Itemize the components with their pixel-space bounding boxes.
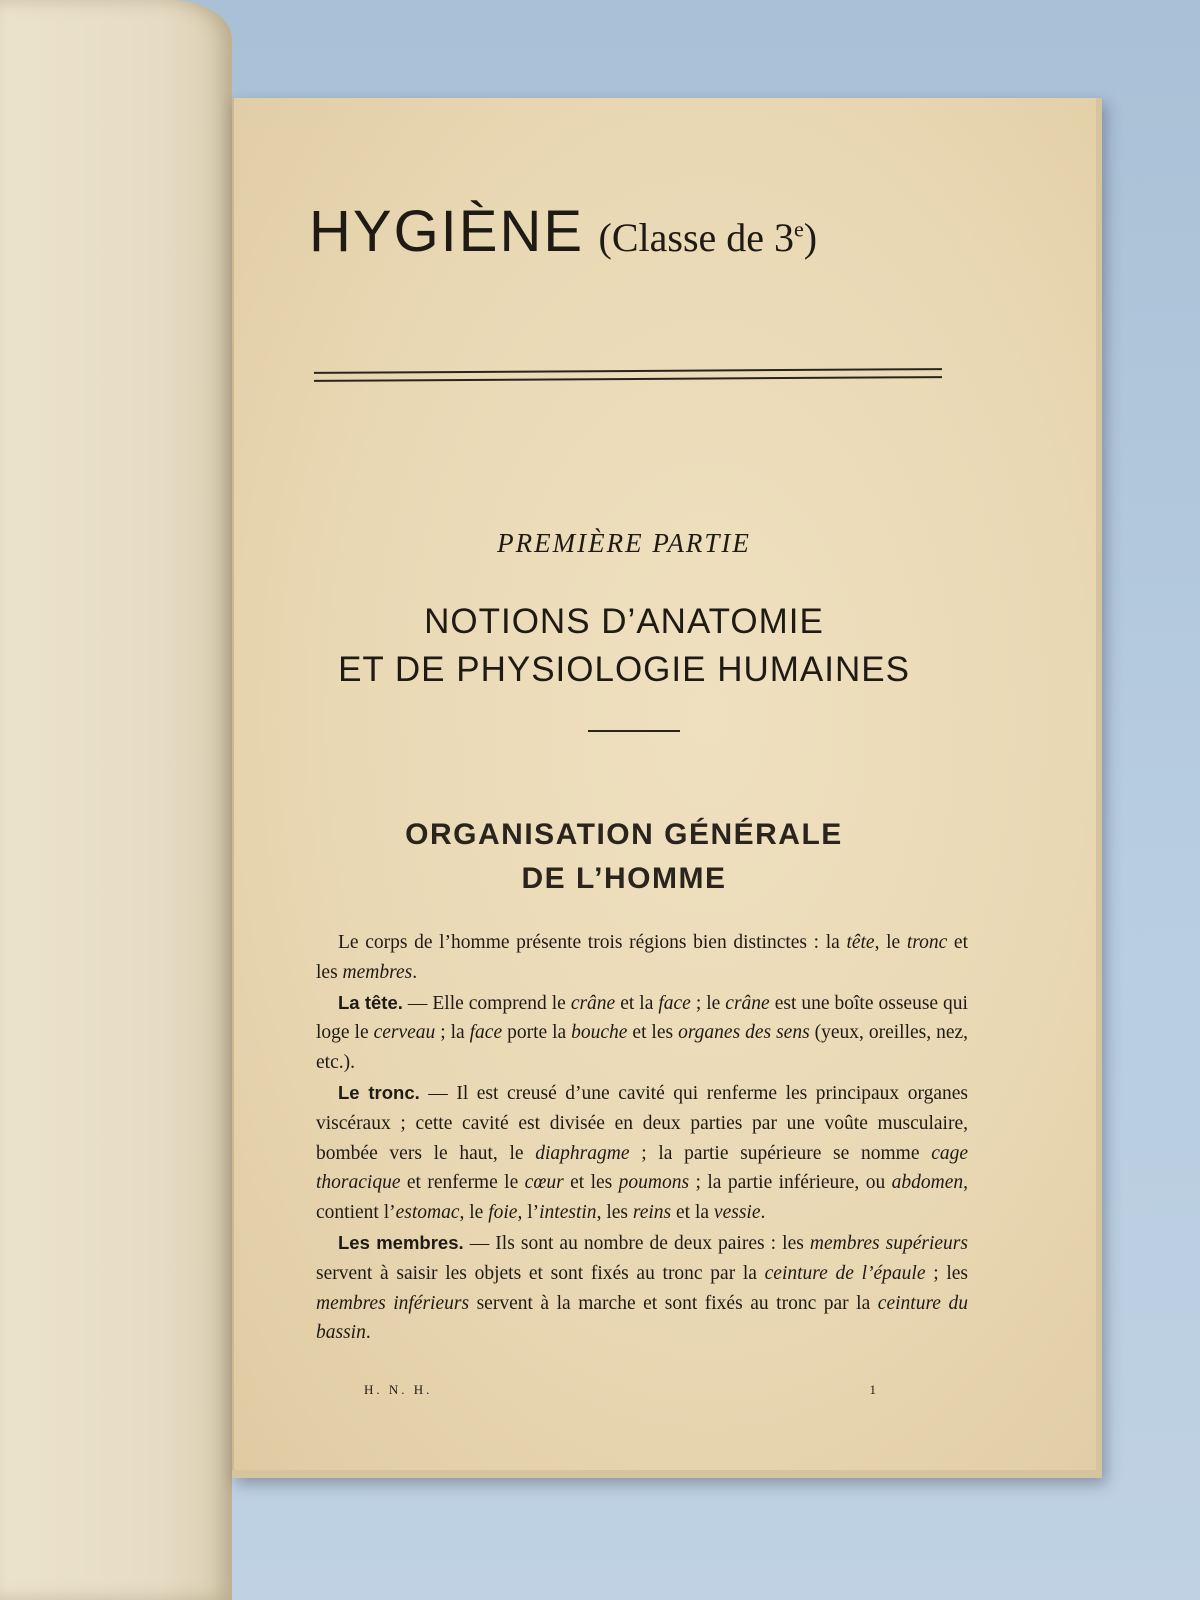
italic-term: diaphragme: [535, 1142, 630, 1164]
text-run: , contient l’: [316, 1172, 969, 1224]
italic-term: cerveau: [373, 1022, 436, 1044]
italic-term: face: [658, 992, 691, 1014]
italic-term: foie: [488, 1202, 518, 1224]
paragraph-lead: La tête.: [338, 991, 403, 1013]
text-run: , le: [874, 932, 907, 953]
part-title-line-1: NOTIONS D’ANATOMIE: [424, 602, 824, 641]
paragraph: [316, 928, 968, 988]
italic-term: crâne: [725, 992, 770, 1014]
section-title-line-2: DE L’HOMME: [521, 862, 727, 895]
italic-term: ceinture du bassin: [316, 1292, 968, 1344]
text-run: — Il est creusé d’une cavité qui renferme les principaux organes viscéraux ; cette cavité est divisée en deux parties par une voûte musculaire, bombée vers le haut, le: [316, 1082, 968, 1164]
part-title: [234, 598, 1014, 694]
text-run: — Ils sont au nombre de deux paires : les: [463, 1232, 810, 1254]
text-run: et les: [316, 932, 968, 983]
text-run: , le: [459, 1202, 489, 1224]
text-run: .: [760, 1202, 766, 1224]
signature-mark: H. N. H.: [364, 1382, 433, 1397]
italic-term: poumons: [618, 1172, 690, 1194]
text-run: ; les: [925, 1262, 968, 1284]
text-run: .: [365, 1322, 371, 1344]
italic-term: reins: [632, 1202, 672, 1224]
book-page: [232, 98, 1096, 1470]
body-text: [316, 928, 968, 1348]
paragraph: [316, 988, 968, 1078]
text-run: , l’: [517, 1202, 540, 1224]
italic-term: intestin: [539, 1202, 597, 1224]
italic-term: crâne: [570, 992, 616, 1014]
text-run: et les: [627, 1022, 679, 1044]
subtitle-close: ): [803, 215, 818, 260]
text-run: ; la: [435, 1022, 470, 1044]
section-title: [234, 813, 1014, 901]
text-run: ; la partie inférieure, ou: [689, 1172, 892, 1194]
text-run: — Elle comprend le: [402, 992, 571, 1014]
page-number: 1: [869, 1382, 879, 1397]
part-title-line-2: ET DE PHYSIOLOGIE HUMAINES: [338, 650, 910, 689]
subtitle-superscript: e: [794, 216, 804, 242]
italic-term: cage thoracique: [316, 1142, 968, 1194]
facing-blank-page: [0, 0, 232, 1600]
text-run: servent à la marche et sont fixés au tronc par la: [469, 1292, 878, 1314]
italic-term: membres supérieurs: [809, 1232, 968, 1254]
italic-term: tronc: [906, 932, 948, 953]
text-run: Le corps de l’homme présente trois régions bien distinctes : la: [338, 932, 847, 953]
italic-term: organes des sens: [678, 1022, 810, 1044]
part-label: PREMIÈRE PARTIE: [497, 528, 751, 558]
italic-term: ceinture de l’épaule: [764, 1262, 926, 1284]
paragraph-lead: Les membres.: [338, 1231, 464, 1253]
italic-term: abdomen: [891, 1172, 964, 1194]
text-run: (yeux, oreilles, nez, etc.).: [316, 1022, 969, 1074]
italic-term: face: [469, 1022, 503, 1044]
book-subtitle: [599, 215, 818, 260]
text-run: servent à saisir les objets et sont fixés au tronc par la: [316, 1262, 765, 1284]
title-double-rule: [314, 368, 942, 382]
text-run: , les: [596, 1202, 633, 1224]
italic-term: membres inférieurs: [316, 1292, 470, 1314]
paragraph: [316, 1228, 968, 1348]
paragraph: [316, 1078, 968, 1228]
section-divider: [588, 730, 680, 732]
text-run: porte la: [502, 1022, 572, 1044]
italic-term: bouche: [571, 1022, 628, 1044]
text-run: ; la partie supérieure se nomme: [629, 1142, 932, 1164]
text-run: .: [412, 961, 418, 983]
section-title-line-1: ORGANISATION GÉNÉRALE: [405, 818, 843, 851]
running-title: [309, 198, 1009, 265]
text-run: et la: [671, 1202, 714, 1224]
italic-term: vessie: [713, 1202, 761, 1224]
italic-term: estomac: [395, 1202, 460, 1224]
italic-term: membres: [342, 961, 413, 983]
italic-term: cœur: [524, 1172, 564, 1194]
italic-term: tête: [846, 932, 875, 953]
book-title: HYGIÈNE: [309, 199, 585, 264]
subtitle-text: (Classe de 3: [598, 215, 795, 260]
text-run: est une boîte osseuse qui loge le: [316, 992, 968, 1044]
paragraph-lead: Le tronc.: [338, 1081, 420, 1103]
text-run: et les: [563, 1172, 619, 1194]
text-run: ; le: [690, 992, 726, 1014]
text-run: et renferme le: [400, 1172, 525, 1194]
text-run: et la: [615, 992, 659, 1014]
